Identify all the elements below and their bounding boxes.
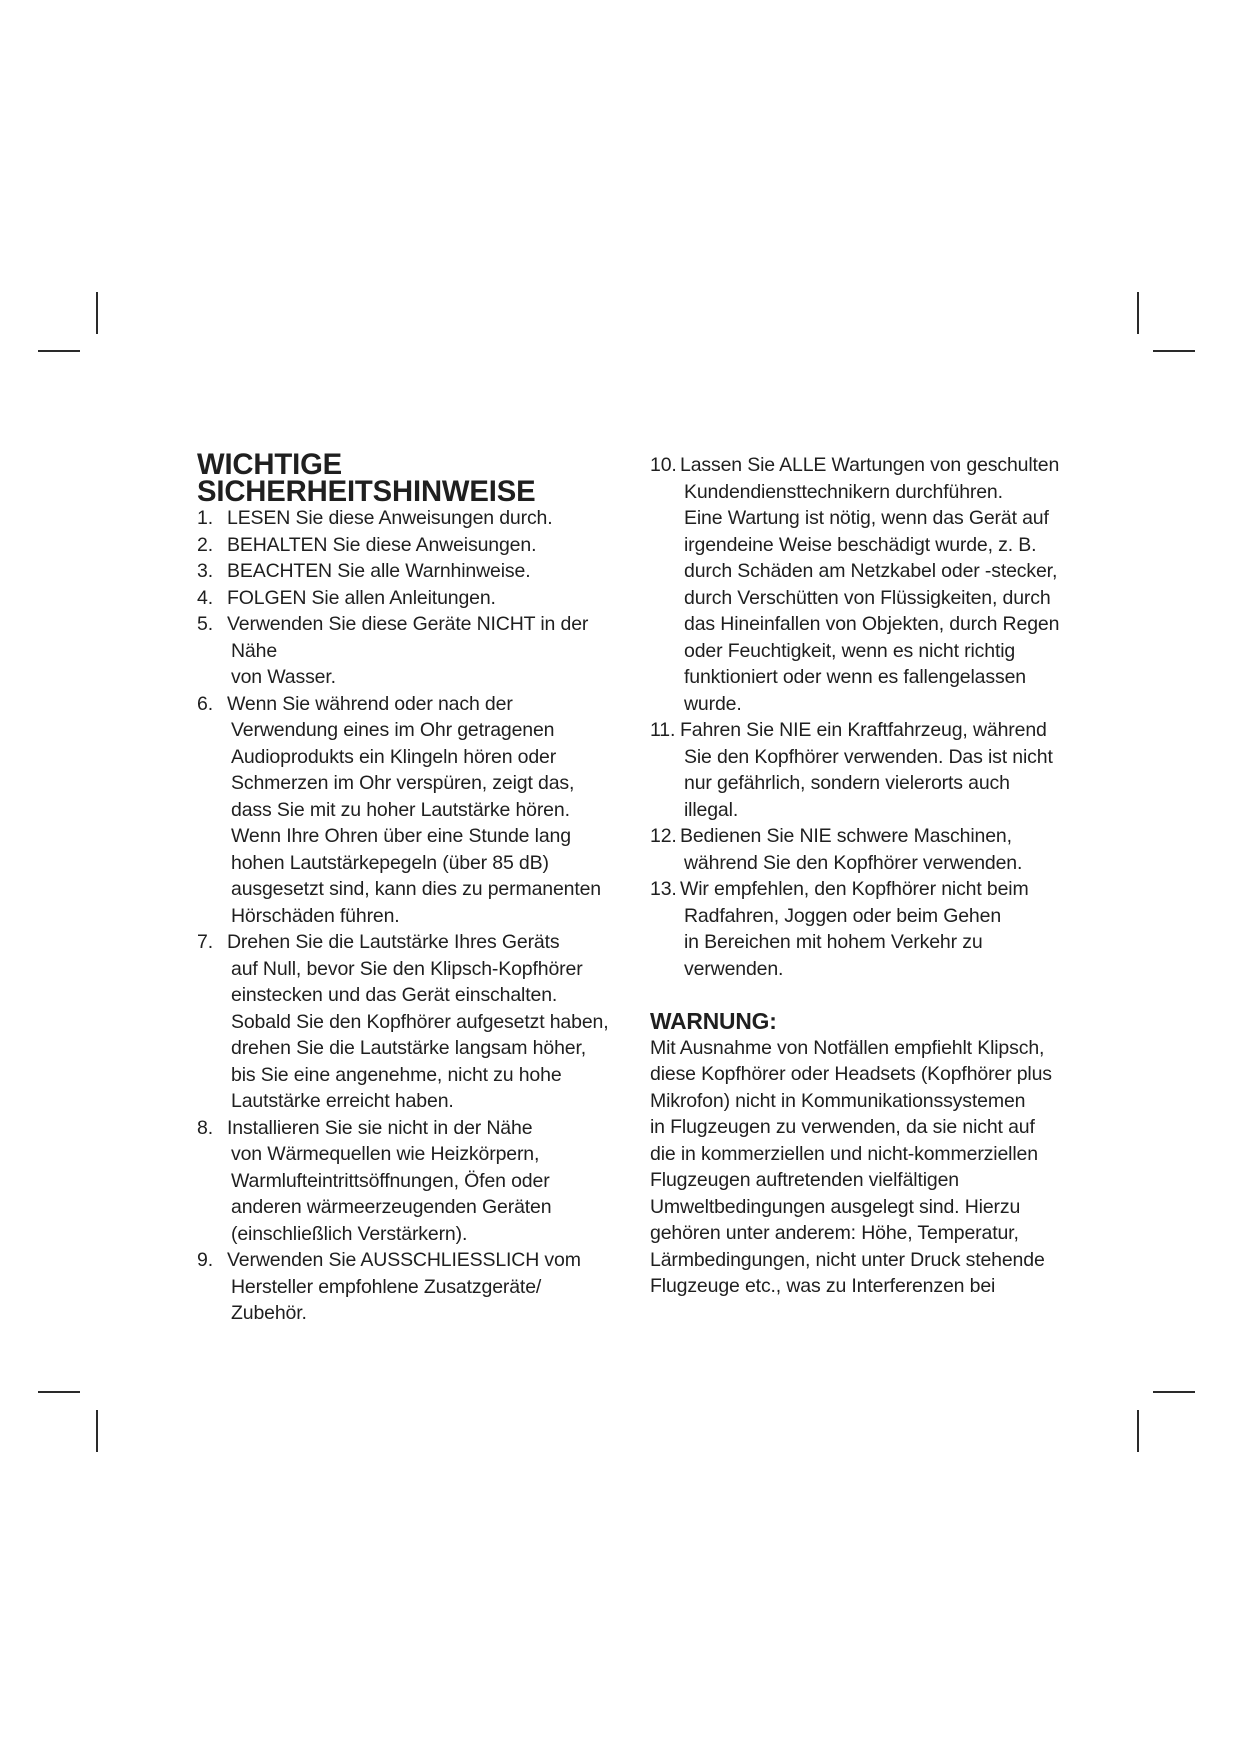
list-item-line: funktioniert oder wenn es fallengelassen [684,666,1026,688]
warning-line: die in kommerziellen und nicht-kommerziellen [650,1142,1038,1165]
list-item-line: nur gefährlich, sondern vielerorts auch [684,772,1010,794]
list-item-line: Lautstärke erreicht haben. [231,1090,454,1112]
warning-line: Flugzeugen auftretenden vielfältigen [650,1169,959,1191]
list-item-line: Eine Wartung ist nötig, wenn das Gerät auf [684,507,1049,529]
list-item [197,1115,617,1248]
list-item-line: illegal. [684,798,739,821]
list-item-line: Sie den Kopfhörer verwenden. Das ist nicht [684,745,1053,768]
list-item-line: durch Schäden am Netzkabel oder -stecker, [684,560,1058,582]
list-item [650,717,1080,823]
list-item-line: Hörschäden führen. [231,904,400,927]
list-item-line: Nähe [231,639,278,662]
list-item [197,691,617,930]
list-item-line: Audioprodukts ein Klingeln hören oder [231,745,557,768]
list-item-line: FOLGEN Sie allen Anleitungen. [227,586,496,609]
warning-text [650,1035,1080,1300]
list-item-line: irgendeine Weise beschädigt wurde, z. B. [684,533,1037,556]
list-item-line: von Wärmequellen wie Heizkörpern, [231,1143,540,1165]
list-item-number: 11. [650,719,676,741]
safety-heading: WICHTIGE SICHERHEITSHINWEISE [197,449,536,508]
safety-list-right [650,452,1080,982]
list-item-line: ausgesetzt sind, kann dies zu permanenten [231,878,602,900]
list-item-number: 9. [197,1249,213,1271]
warning-line: Flugzeuge etc., was zu Interferenzen bei [650,1275,996,1297]
list-item-line: LESEN Sie diese Anweisungen durch. [227,507,553,529]
list-item-number: 2. [197,533,213,556]
list-item-line: Verwendung eines im Ohr getragenen [231,719,555,741]
list-item [197,558,617,585]
warning-line: Umweltbedingungen ausgelegt sind. Hierzu [650,1195,1021,1218]
right-column [650,452,1080,1300]
list-item-number: 6. [197,692,213,715]
warning-line: Lärmbedingungen, nicht unter Druck stehende [650,1248,1045,1271]
list-item-number: 5. [197,613,213,635]
list-item-line: während Sie den Kopfhörer verwenden. [684,851,1023,874]
list-item-line: durch Verschütten von Flüssigkeiten, durch [684,586,1051,609]
crop-mark-bottom-right-horizontal [1153,1391,1195,1393]
list-item-line: Wenn Ihre Ohren über eine Stunde lang [231,825,571,847]
list-item-line: Schmerzen im Ohr verspüren, zeigt das, [231,772,575,794]
list-item-line: Sobald Sie den Kopfhörer aufgesetzt haben, [231,1010,609,1033]
list-item-line: Wir empfehlen, den Kopfhörer nicht beim [680,878,1029,900]
crop-mark-bottom-right-vertical [1137,1410,1139,1452]
list-item-line: verwenden. [684,957,784,980]
list-item-line: einstecken und das Gerät einschalten. [231,984,558,1006]
list-item-line: BEACHTEN Sie alle Warnhinweise. [227,560,531,582]
list-item-line: hohen Lautstärkepegeln (über 85 dB) [231,851,549,874]
list-item-line: anderen wärmeerzeugenden Geräten [231,1196,552,1218]
left-column [197,449,617,1327]
list-item-line: in Bereichen mit hohem Verkehr zu [684,931,983,953]
list-item-number: 4. [197,586,213,609]
list-item-line: auf Null, bevor Sie den Klipsch-Kopfhörer [231,957,583,980]
list-item-line: bis Sie eine angenehme, nicht zu hohe [231,1063,562,1086]
list-item-number: 13. [650,878,677,900]
list-item-line: Bedienen Sie NIE schwere Maschinen, [680,825,1012,847]
warning-line: in Flugzeugen zu verwenden, da sie nicht auf [650,1116,1035,1138]
crop-mark-top-right-horizontal [1153,350,1195,352]
list-item [197,929,617,1115]
list-item [197,611,617,691]
list-item-line: Verwenden Sie diese Geräte NICHT in der [227,613,589,635]
list-item-line: Hersteller empfohlene Zusatzgeräte/ [231,1275,542,1298]
list-item-line: Wenn Sie während oder nach der [227,692,513,715]
warning-line: Mikrofon) nicht in Kommunikationssystemen [650,1089,1026,1112]
list-item-line: von Wasser. [231,666,336,688]
list-item-number: 10. [650,454,677,476]
list-item-line: drehen Sie die Lautstärke langsam höher, [231,1037,586,1059]
warning-line: gehören unter anderem: Höhe, Temperatur, [650,1222,1019,1244]
list-item-line: das Hineinfallen von Objekten, durch Regen [684,613,1060,635]
list-item-number: 8. [197,1116,213,1139]
warning-line: Mit Ausnahme von Notfällen empfiehlt Klipsch, [650,1036,1045,1059]
list-item-line: Drehen Sie die Lautstärke Ihres Geräts [227,931,560,953]
list-item [197,532,617,559]
list-item-line: Zubehör. [231,1302,307,1324]
crop-mark-bottom-left-horizontal [38,1391,80,1393]
list-item-line: Installieren Sie sie nicht in der Nähe [227,1116,533,1139]
list-item [650,452,1080,717]
list-item-number: 3. [197,560,213,582]
list-item-line: Lassen Sie ALLE Wartungen von geschulten [680,454,1060,476]
list-item-line: Fahren Sie NIE ein Kraftfahrzeug, während [680,719,1047,741]
list-item [650,876,1080,982]
warning-line: diese Kopfhörer oder Headsets (Kopfhörer plus [650,1063,1052,1085]
crop-mark-top-right-vertical [1137,292,1139,334]
list-item-line: dass Sie mit zu hoher Lautstärke hören. [231,798,570,821]
crop-mark-top-left-vertical [96,292,98,334]
list-item-line: oder Feuchtigkeit, wenn es nicht richtig [684,639,1016,662]
list-item-line: Verwenden Sie AUSSCHLIESSLICH vom [227,1249,581,1271]
list-item-line: Radfahren, Joggen oder beim Gehen [684,904,1002,927]
list-item-number: 7. [197,931,213,953]
list-item-line: (einschließlich Verstärkern). [231,1222,468,1245]
crop-mark-top-left-horizontal [38,350,80,352]
list-item-line: wurde. [684,692,742,715]
list-item-line: BEHALTEN Sie diese Anweisungen. [227,533,537,556]
list-item [650,823,1080,876]
crop-mark-bottom-left-vertical [96,1410,98,1452]
warning-heading: WARNUNG: [650,1008,777,1034]
list-item [197,1247,617,1327]
list-item-number: 12. [650,825,677,847]
list-item-number: 1. [197,507,213,529]
list-item [197,585,617,612]
list-item [197,505,617,532]
safety-list-left [197,505,617,1327]
list-item-line: Kundendiensttechnikern durchführen. [684,480,1003,503]
list-item-line: Warmlufteintrittsöffnungen, Öfen oder [231,1169,550,1192]
